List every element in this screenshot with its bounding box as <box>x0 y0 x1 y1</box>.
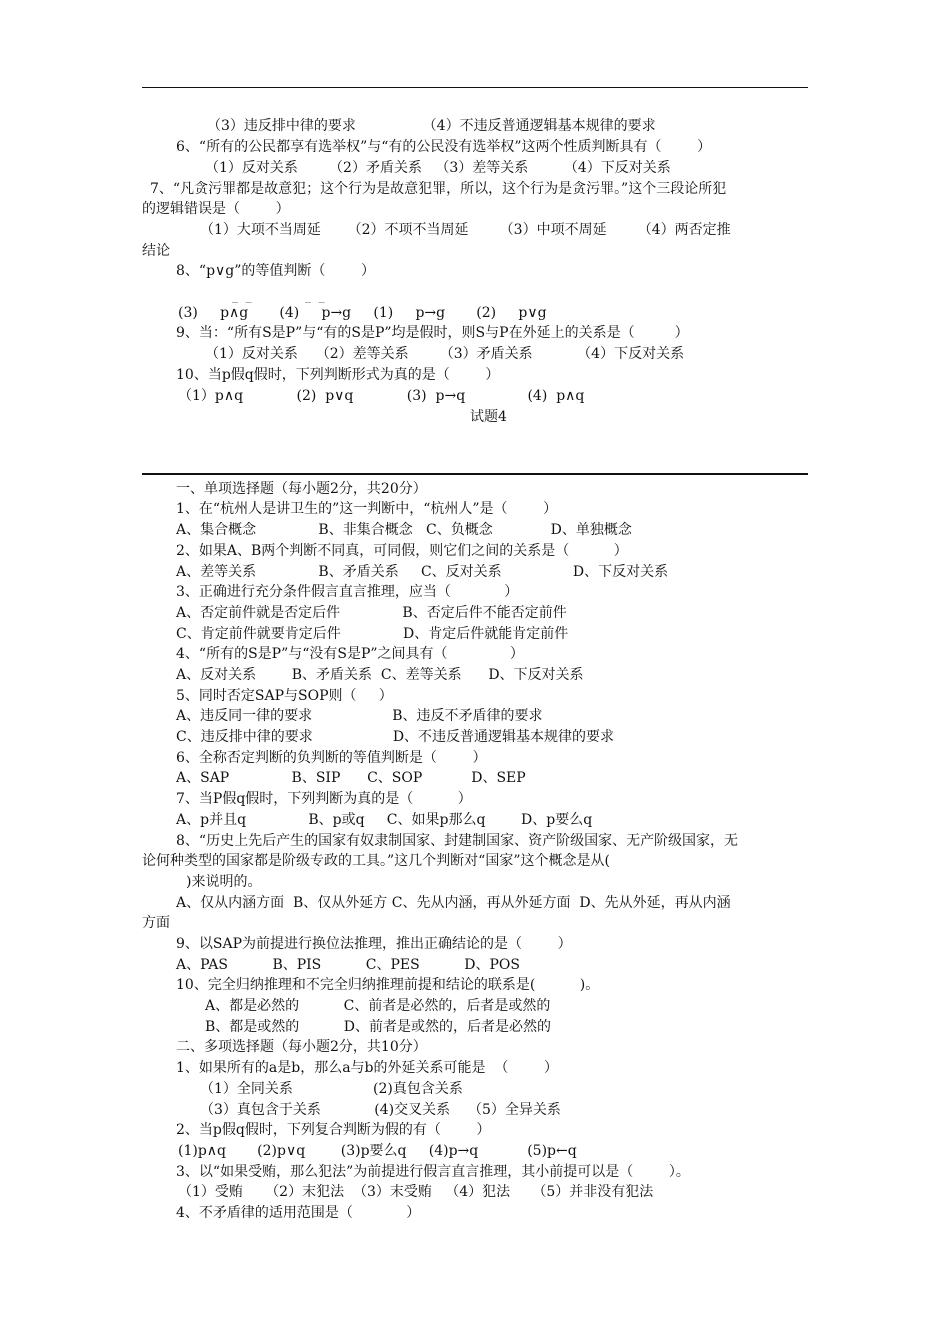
question-5: 5、同时否定SAP与SOP则（ ） <box>176 688 393 704</box>
top-horizontal-rule <box>142 87 808 88</box>
question-7-cont: 的逻辑错误是（ ） <box>142 201 290 217</box>
question-9-options: （1）反对关系 （2）差等关系 （3）矛盾关系 （4）下反对关系 <box>205 346 685 362</box>
question-3-options-ab: A、否定前件就是否定后件 B、否定后件不能否定前件 <box>176 605 567 621</box>
text-line: （3）违反排中律的要求 （4）不违反普通逻辑基本规律的要求 <box>207 118 656 134</box>
section-heading-2: 二、多项选择题（每小题2分，共10分） <box>176 1039 427 1055</box>
question-10-options: （1）p∧q (2) p∨q (3) p→q (4) p∧q <box>178 388 585 404</box>
multi-question-2-options: (1)p∧q (2)p∨q (3)p要么q (4)p→q (5)p←q <box>178 1143 577 1159</box>
question-8: 8、“p∨g”的等值判断（ ） <box>176 263 375 279</box>
question-10: 10、当p假q假时，下列判断形式为真的是（ ） <box>176 367 500 383</box>
question-6: 6、“所有的公民都享有选举权”与“有的公民没有选举权”这两个性质判断具有（ ） <box>176 139 712 155</box>
multi-question-3-options: （1）受贿 （2）末犯法 （3）末受贿 （4）犯法 （5）并非没有犯法 <box>178 1184 654 1200</box>
question-1-options: A、集合概念 B、非集合概念 C、负概念 D、单独概念 <box>176 522 632 538</box>
section-heading: 一、单项选择题（每小题2分，共20分） <box>176 481 427 497</box>
question-2-options: A、差等关系 B、矛盾关系 C、反对关系 D、下反对关系 <box>176 564 669 580</box>
question-7b: 7、当P假q假时，下列判断为真的是（ ） <box>176 791 472 807</box>
multi-question-4: 4、不矛盾律的适用范围是（ ） <box>176 1205 421 1221</box>
question-8-options: (3) p∧g (4) p→g (1) p→g (2) p∨g <box>178 305 547 321</box>
question-7: 7、“凡贪污罪都是故意犯；这个行为是故意犯罪，所以，这个行为是贪污罪。”这个三段论所犯 <box>150 181 727 197</box>
question-6-options: （1）反对关系 （2）矛盾关系 （3）差等关系 （4）下反对关系 <box>205 160 671 176</box>
question-4-options: A、反对关系 B、矛盾关系 C、差等关系 D、下反对关系 <box>176 667 584 683</box>
question-3-options-cd: C、肯定前件就要肯定后件 D、肯定后件就能肯定前件 <box>176 626 569 642</box>
multi-question-3: 3、以“如果受贿，那么犯法”为前提进行假言直言推理，其小前提可以是（ ）。 <box>176 1164 690 1180</box>
question-10b: 10、完全归纳推理和不完全归纳推理前提和结论的联系是( )。 <box>176 977 600 993</box>
question-10b-options-ac: A、都是必然的 C、前者是必然的，后者是或然的 <box>205 998 551 1014</box>
question-6b: 6、全称否定判断的负判断的等值判断是（ ） <box>176 750 487 766</box>
question-2: 2、如果A、B两个判断不同真，可同假，则它们之间的关系是（ ） <box>176 543 628 559</box>
question-3: 3、正确进行充分条件假言直言推理，应当（ ） <box>176 584 519 600</box>
question-8b-options-cont: 方面 <box>142 915 170 931</box>
negation-overbars: _ _ _ _ <box>232 289 325 303</box>
question-7b-options: A、p并且q B、p或q C、如果p那么q D、p要么q <box>176 812 593 828</box>
question-6b-options: A、SAP B、SIP C、SOP D、SEP <box>176 770 526 786</box>
question-1: 1、在“杭州人是讲卫生的”这一判断中，“杭州人”是（ ） <box>176 501 558 517</box>
exam-title: 试题4 <box>470 409 507 425</box>
question-4: 4、“所有的S是P”与“没有S是P”之间具有（ ） <box>176 646 524 662</box>
question-5-options-ab: A、违反同一律的要求 B、违反不矛盾律的要求 <box>176 708 543 724</box>
question-5-options-cd: C、违反排中律的要求 D、不违反普通逻辑基本规律的要求 <box>176 729 615 745</box>
question-8b-cont2: )来说明的。 <box>186 874 262 890</box>
question-8b-options: A、仅从内涵方面 B、仅从外延方 C、先从内涵，再从外延方面 D、先从外延，再从内涵 <box>176 895 731 911</box>
multi-question-1: 1、如果所有的a是b，那么a与b的外延关系可能是 （ ） <box>176 1060 559 1076</box>
multi-question-1-options-a: （1）全同关系 (2)真包含关系 <box>200 1081 463 1097</box>
multi-question-2: 2、当p假q假时，下列复合判断为假的有（ ） <box>176 1122 491 1138</box>
question-10b-options-bd: B、都是或然的 D、前者是或然的，后者是必然的 <box>205 1019 552 1035</box>
question-9: 9、当：“所有S是P”与“有的S是P”均是假时，则S与P在外延上的关系是（ ） <box>176 325 689 341</box>
question-8b-cont: 论何种类型的国家都是阶级专政的工具。”这几个判断对“国家”这个概念是从( <box>142 853 610 869</box>
question-9b-options: A、PAS B、PIS C、PES D、POS <box>176 957 520 973</box>
section-divider-rule <box>142 473 808 475</box>
question-7-options-cont: 结论 <box>142 243 170 259</box>
question-7-options: （1）大项不当周延 （2）不项不当周延 （3）中项不周延 （4）两否定推 <box>200 222 731 238</box>
multi-question-1-options-b: （3）真包含于关系 (4)交叉关系 （5）全异关系 <box>200 1102 561 1118</box>
question-9b: 9、以SAP为前提进行换位法推理，推出正确结论的是（ ） <box>176 936 572 952</box>
question-8b: 8、“历史上先后产生的国家有奴隶制国家、封建制国家、资产阶级国家、无产阶级国家，无 <box>176 833 739 849</box>
